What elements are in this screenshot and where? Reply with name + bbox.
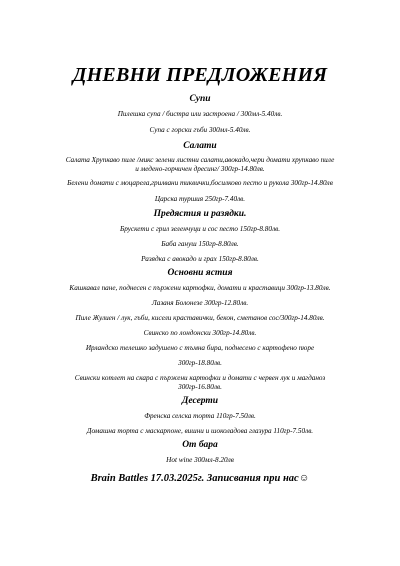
menu-item: Свински котлет на скара с пържени картофки и домати с червен лук и магданоз [74,374,326,382]
section-heading-main-courses: Основни ястия [167,268,233,278]
menu-item: Пиле Жулиен / лук, гъби, кисели краставички, бекон, сметанов сос/300гр-14.80лв. [75,314,325,322]
menu-item: Разядка с авокадо и грах 150гр-8.80лв. [141,255,259,263]
menu-item: и медено-горчичен дресинг/ 300гр-14.80лв. [135,165,265,173]
menu-item: Ирландско телешко задушено с тъмна бира, поднесено с картофено пюре [85,344,315,352]
menu-item: Царска туршия 250гр-7.40лв. [154,195,246,203]
menu-item: Френска селска торта 110гр-7.50лв. [144,412,256,420]
menu-item: 300гр-16.80лв. [178,383,222,391]
menu-item: Брускети с грил зеленчуци и сос песто 150гр-8.80лв. [119,225,281,233]
menu-item: Салата Хрупкаво пиле /микс зелени листни салати,авокадо,чери домати хрупкаво пиле [65,156,335,164]
event-announcement: Brain Battles 17.03.2025г. Записвания при нас☺ [90,473,310,484]
menu-item: Свинско по лондонски 300гр-14.80лв. [143,329,257,337]
section-heading-bar: От бара [182,440,218,450]
section-heading-soups: Супи [189,94,211,104]
menu-item: Кашкавал пане, поднесен с пържени картофки, домати и краставици 300гр-13.80лв. [69,284,331,292]
menu-item: Супа с горски гъби 300мл-5.40лв. [149,126,251,134]
menu-item: 300гр-18.80лв. [178,359,222,367]
menu-item: Пилешка супа / бистра или застроена / 300мл-5.40лв. [117,110,283,118]
section-heading-starters: Предястия и разядки. [153,209,247,219]
menu-item: Лазаня Болонезе 300гр-12.80лв. [151,299,249,307]
section-heading-desserts: Десерти [181,396,219,406]
menu-item: Hot wine 300мл-8.20лв [166,456,234,464]
menu-item: Белени домати с моцарела,грилвани тиквички,босилково песто и рукола 300гр-14.80лв [67,179,333,187]
section-heading-salads: Салати [183,141,217,151]
menu-item: Домашна торта с маскарпоне, вишни и шоколадова глазура 110гр-7.50лв. [86,427,314,435]
page-title: ДНЕВНИ ПРЕДЛОЖЕНИЯ [72,64,328,86]
menu-item: Баба гануш 150гр-8.80лв. [161,240,239,248]
